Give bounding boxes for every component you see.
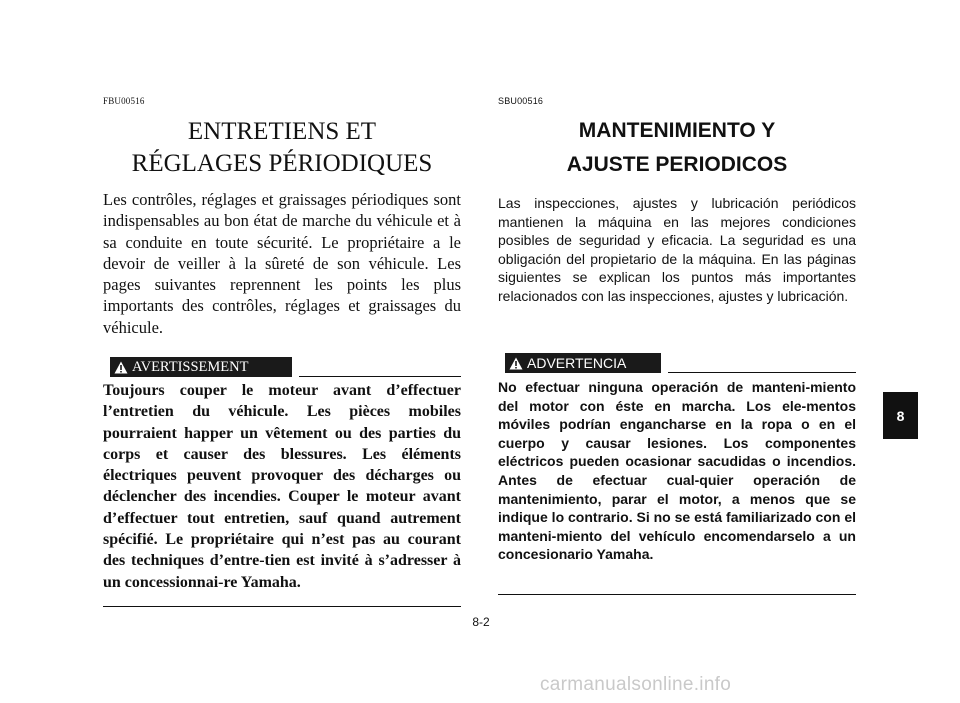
french-title-line1: ENTRETIENS ET xyxy=(187,118,377,145)
french-warning-label: AVERTISSEMENT xyxy=(132,358,249,375)
spanish-title xyxy=(498,114,856,182)
french-warning-text: Toujours couper le moteur avant d’effectuer l’entretien du véhicule. Les pièces mobiles pourraient happer un vêtement ou des parties du corps et causer des blessures. Les éléments électriques peuvent provoquer des décharges ou déclencher des incendies. Couper le moteur avant d’effectuer tout entretien, sauf quand autrement spécifié. Le propriétaire qui n’est pas au courant des techniques d’entre-tien est invité à s’adresser à un concessionnai-re Yamaha. xyxy=(103,382,461,591)
warning-triangle-icon xyxy=(509,357,523,370)
spanish-section-code: SBU00516 xyxy=(498,96,544,106)
spanish-paragraph: Las inspecciones, ajustes y lubricación periódicos mantienen la máquina en las mejores condiciones posibles de seguridad y eficacia. La seguridad es una obligación del propietario de la máquina. En las páginas siguientes se explican los puntos más importantes relacionados con las inspecciones, ajustes y lubricación. xyxy=(498,195,856,304)
french-warning-rule xyxy=(299,376,461,377)
french-warning-badge xyxy=(110,357,292,377)
spanish-warning-label: ADVERTENCIA xyxy=(527,355,627,371)
spanish-warning-header xyxy=(498,353,856,373)
french-paragraph: Les contrôles, réglages et graissages périodiques sont indispensables au bon état de marche du véhicule et à sa conduite en toute sécurité. Le propriétaire a le devoir de veiller à la sûreté de son véhicule. Les pages suivantes reprennent les points les plus importants des contrôles, réglages et graissages du véhicule. xyxy=(103,190,461,337)
page-number: 8-2 xyxy=(472,615,490,629)
spanish-title-line1: MANTENIMIENTO Y xyxy=(578,119,776,142)
french-end-rule xyxy=(103,606,461,607)
spanish-end-rule xyxy=(498,594,856,595)
chapter-tab: 8 xyxy=(883,392,918,439)
spanish-warning-rule xyxy=(668,372,856,373)
french-title-line2: RÉGLAGES PÉRIODIQUES xyxy=(131,150,433,177)
spanish-warning-text: No efectuar ninguna operación de manteni-miento del motor con éste en marcha. Los ele-mentos móviles podrían engancharse en la ropa o en el cuerpo y causar lesiones. Los componentes eléctricos pueden ocasionar sacudidas o incendios. Antes de efectuar cual-quier operación de mantenimiento, parar el motor, a menos que se indique lo contrario. Si no se está familiarizado con el manteni-miento del vehículo encomendarselo a un concesionario Yamaha. xyxy=(498,379,856,563)
french-title xyxy=(103,116,461,180)
spanish-warning-badge xyxy=(505,353,661,373)
french-section-code: FBU00516 xyxy=(103,96,145,106)
spanish-title-line2: AJUSTE PERIODICOS xyxy=(566,153,788,176)
warning-triangle-icon xyxy=(114,361,128,374)
watermark: carmanualsonline.info xyxy=(540,674,732,695)
french-warning-header xyxy=(103,357,461,377)
